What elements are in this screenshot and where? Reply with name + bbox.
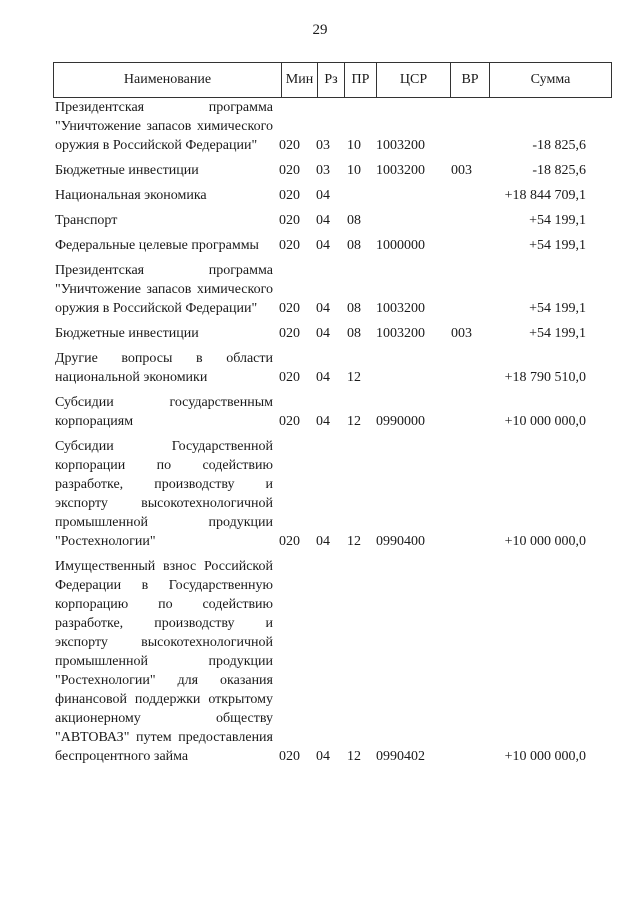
header-name: Наименование bbox=[123, 72, 212, 87]
row-sum: +54 199,1 bbox=[529, 238, 586, 253]
table-header bbox=[53, 62, 612, 98]
row-rz: 04 bbox=[316, 301, 330, 316]
row-name: Национальная экономика bbox=[55, 188, 207, 203]
table-row bbox=[53, 349, 612, 387]
table-row bbox=[53, 236, 612, 255]
row-min: 020 bbox=[279, 301, 300, 316]
row-name: Транспорт bbox=[55, 213, 118, 228]
row-csr: 0990000 bbox=[376, 414, 425, 429]
row-sum: +18 790 510,0 bbox=[504, 370, 586, 385]
row-sum: +10 000 000,0 bbox=[504, 534, 586, 549]
row-pr: 08 bbox=[347, 238, 361, 253]
row-sum: +54 199,1 bbox=[529, 213, 586, 228]
table-row bbox=[53, 261, 612, 318]
row-rz: 04 bbox=[316, 213, 330, 228]
row-min: 020 bbox=[279, 749, 300, 764]
row-pr: 08 bbox=[347, 213, 361, 228]
row-csr: 1000000 bbox=[376, 238, 425, 253]
row-name: Бюджетные инвестиции bbox=[55, 163, 199, 178]
row-min: 020 bbox=[279, 213, 300, 228]
table-row bbox=[53, 186, 612, 205]
row-pr: 12 bbox=[347, 534, 361, 549]
row-csr: 1003200 bbox=[376, 163, 425, 178]
header-min: Мин bbox=[281, 63, 317, 97]
row-min: 020 bbox=[279, 163, 300, 178]
row-sum: -18 825,6 bbox=[532, 138, 586, 153]
table-row bbox=[53, 324, 612, 343]
row-vr: 003 bbox=[451, 326, 472, 341]
row-name: Имущественный взнос Российской Федерации в Государственную корпорацию по содействию разработке, производству и экспорту высокотехнологичной промышленной продукции "Ростехнологии" для оказания финансовой поддержки открытому акционерному обществу "АВТОВАЗ" путем предоставления беспроцентного займа bbox=[55, 559, 273, 764]
row-rz: 04 bbox=[316, 370, 330, 385]
row-rz: 04 bbox=[316, 326, 330, 341]
row-rz: 04 bbox=[316, 414, 330, 429]
row-pr: 12 bbox=[347, 414, 361, 429]
header-sum: Сумма bbox=[489, 63, 611, 97]
row-rz: 04 bbox=[316, 749, 330, 764]
row-name: Субсидии Государственной корпорации по содействию разработке, производству и экспорту высокотехнологичной промышленной продукции "Ростехнологии" bbox=[55, 439, 273, 549]
row-rz: 03 bbox=[316, 138, 330, 153]
row-min: 020 bbox=[279, 534, 300, 549]
table-row bbox=[53, 98, 612, 155]
row-csr: 0990402 bbox=[376, 749, 425, 764]
row-pr: 10 bbox=[347, 138, 361, 153]
table-row bbox=[53, 161, 612, 180]
row-name: Президентская программа "Уничтожение запасов химического оружия в Российской Федерации" bbox=[55, 100, 273, 153]
table-row bbox=[53, 211, 612, 230]
row-sum: +10 000 000,0 bbox=[504, 414, 586, 429]
row-rz: 04 bbox=[316, 188, 330, 203]
row-sum: -18 825,6 bbox=[532, 163, 586, 178]
row-pr: 12 bbox=[347, 370, 361, 385]
row-min: 020 bbox=[279, 326, 300, 341]
row-rz: 03 bbox=[316, 163, 330, 178]
row-rz: 04 bbox=[316, 534, 330, 549]
table-row bbox=[53, 393, 612, 431]
row-csr: 1003200 bbox=[376, 138, 425, 153]
row-pr: 10 bbox=[347, 163, 361, 178]
header-vr: ВР bbox=[450, 63, 489, 97]
row-vr: 003 bbox=[451, 163, 472, 178]
row-name: Другие вопросы в области национальной экономики bbox=[55, 351, 273, 385]
row-csr: 1003200 bbox=[376, 326, 425, 341]
row-name: Федеральные целевые программы bbox=[55, 238, 259, 253]
row-sum: +54 199,1 bbox=[529, 326, 586, 341]
row-name: Президентская программа "Уничтожение запасов химического оружия в Российской Федерации" bbox=[55, 263, 273, 316]
row-min: 020 bbox=[279, 238, 300, 253]
row-sum: +10 000 000,0 bbox=[504, 749, 586, 764]
page-number: 29 bbox=[312, 22, 328, 38]
row-name: Субсидии государственным корпорациям bbox=[55, 395, 273, 429]
row-csr: 1003200 bbox=[376, 301, 425, 316]
row-rz: 04 bbox=[316, 238, 330, 253]
row-min: 020 bbox=[279, 138, 300, 153]
row-pr: 12 bbox=[347, 749, 361, 764]
row-pr: 08 bbox=[347, 326, 361, 341]
row-sum: +54 199,1 bbox=[529, 301, 586, 316]
header-rz: Рз bbox=[317, 63, 344, 97]
row-min: 020 bbox=[279, 188, 300, 203]
row-pr: 08 bbox=[347, 301, 361, 316]
table-row bbox=[53, 557, 612, 766]
row-csr: 0990400 bbox=[376, 534, 425, 549]
table-body bbox=[53, 98, 612, 772]
row-sum: +18 844 709,1 bbox=[504, 188, 586, 203]
row-min: 020 bbox=[279, 370, 300, 385]
row-name: Бюджетные инвестиции bbox=[55, 326, 199, 341]
table-row bbox=[53, 437, 612, 551]
row-min: 020 bbox=[279, 414, 300, 429]
header-pr: ПР bbox=[344, 63, 376, 97]
header-csr: ЦСР bbox=[376, 63, 450, 97]
